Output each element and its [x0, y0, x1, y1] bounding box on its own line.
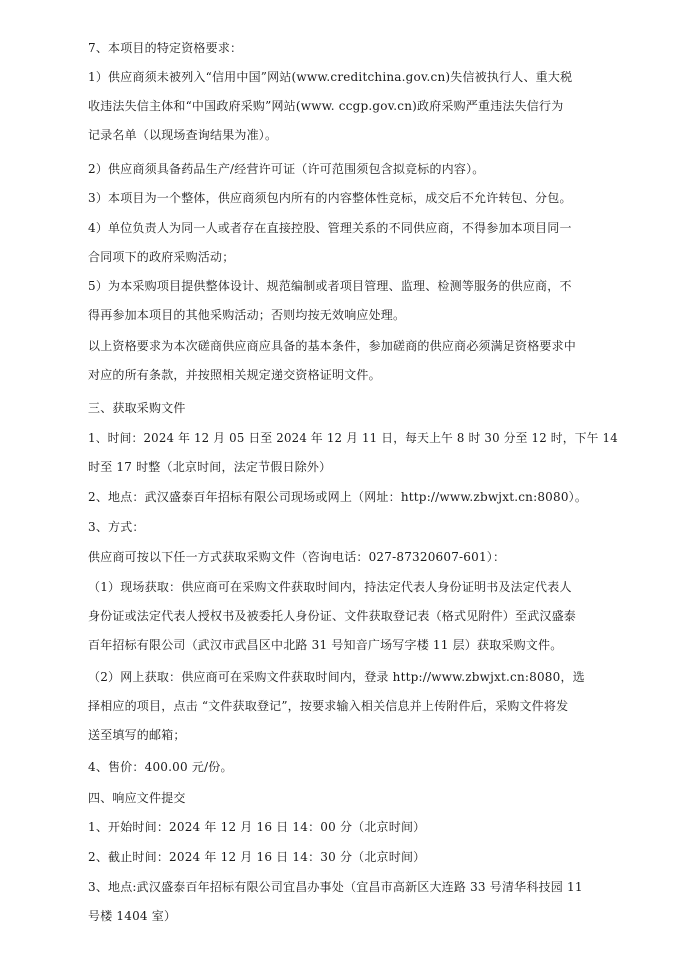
paragraph-obtain-intro: [88, 543, 623, 572]
text-line: 百年招标有限公司（武汉市武昌区中北路 31 号知音广场写字楼 11 层）获取采购文件。: [88, 638, 563, 652]
paragraph-price: [88, 753, 623, 782]
paragraph-requirement-3: [88, 184, 623, 213]
paragraph-qualification-heading: [88, 34, 623, 63]
text-line: 三、获取采购文件: [88, 401, 186, 415]
text-line: 7、本项目的特定资格要求：: [88, 41, 243, 55]
text-line: （2）网上获取：供应商可在采购文件获取时间内，登录 http://www.zbwjxt.cn:8080，选: [88, 670, 585, 684]
paragraph-submission-location: [88, 873, 623, 931]
text-line: 择相应的项目，点击 “文件获取登记”，按要求输入相关信息并上传附件后，采购文件将发: [88, 699, 569, 713]
paragraph-obtain-time: [88, 424, 623, 482]
text-line: 四、响应文件提交: [88, 791, 186, 805]
text-line: 2）供应商须具备药品生产/经营许可证（许可范围须包含拟竞标的内容）。: [88, 162, 485, 176]
paragraph-requirement-1: [88, 63, 623, 150]
text-line: 合同项下的政府采购活动；: [88, 250, 235, 264]
text-line: 收违法失信主体和“中国政府采购”网站(www. ccgp.gov.cn)政府采购严重违法失信行为: [88, 99, 564, 113]
paragraph-qualification-summary: [88, 332, 623, 390]
text-line: 3、方式：: [88, 520, 145, 534]
text-line: 1、时间：2024 年 12 月 05 日至 2024 年 12 月 11 日，每天上午 8 时 30 分至 12 时，下午 14: [88, 431, 618, 445]
paragraph-deadline: [88, 843, 623, 872]
text-line: 以上资格要求为本次磋商供应商应具备的基本条件，参加磋商的供应商必须满足资格要求中: [88, 339, 577, 353]
text-line: 2、地点：武汉盛泰百年招标有限公司现场或网上（网址：http://www.zbwjxt.cn:8080）。: [88, 490, 588, 504]
paragraph-onsite-obtain: [88, 573, 623, 660]
text-line: 1、开始时间：2024 年 12 月 16 日 14：00 分（北京时间）: [88, 820, 426, 834]
text-line: 2、截止时间：2024 年 12 月 16 日 14：30 分（北京时间）: [88, 850, 426, 864]
text-line: 送至填写的邮箱；: [88, 728, 186, 742]
paragraph-requirement-2: [88, 155, 623, 184]
paragraph-obtain-location: [88, 483, 623, 512]
text-line: 4、售价：400.00 元/份。: [88, 760, 233, 774]
paragraph-requirement-5: [88, 272, 623, 330]
paragraph-online-obtain: [88, 663, 623, 750]
paragraph-obtain-method: [88, 513, 623, 542]
section-heading-submission: [88, 784, 623, 813]
text-line: 1）供应商须未被列入“信用中国”网站(www.creditchina.gov.cn)失信被执行人、重大税: [88, 70, 573, 84]
text-line: 供应商可按以下任一方式获取采购文件（咨询电话：027-87320607-601）：: [88, 550, 506, 564]
text-line: 时至 17 时整（北京时间，法定节假日除外）: [88, 460, 332, 474]
text-line: 5）为本采购项目提供整体设计、规范编制或者项目管理、监理、检测等服务的供应商，不: [88, 279, 572, 293]
text-line: 3、地点:武汉盛泰百年招标有限公司宜昌办事处（宜昌市高新区大连路 33 号清华科技园 11: [88, 880, 583, 894]
section-heading-obtain-documents: [88, 394, 623, 423]
text-line: 身份证或法定代表人授权书及被委托人身份证、文件获取登记表（格式见附件）至武汉盛泰: [88, 609, 577, 623]
text-line: 4）单位负责人为同一人或者存在直接控股、管理关系的不同供应商，不得参加本项目同一: [88, 221, 572, 235]
paragraph-start-time: [88, 813, 623, 842]
text-line: 得再参加本项目的其他采购活动；否则均按无效响应处理。: [88, 308, 406, 322]
text-line: 对应的所有条款，并按照相关规定递交资格证明文件。: [88, 368, 381, 382]
paragraph-requirement-4: [88, 214, 623, 272]
text-line: 3）本项目为一个整体，供应商须包内所有的内容整体性竞标，成交后不允许转包、分包。: [88, 191, 572, 205]
text-line: （1）现场获取：供应商可在采购文件获取时间内，持法定代表人身份证明书及法定代表人: [88, 580, 572, 594]
text-line: 记录名单（以现场查询结果为准）。: [88, 128, 278, 142]
text-line: 号楼 1404 室）: [88, 909, 177, 923]
